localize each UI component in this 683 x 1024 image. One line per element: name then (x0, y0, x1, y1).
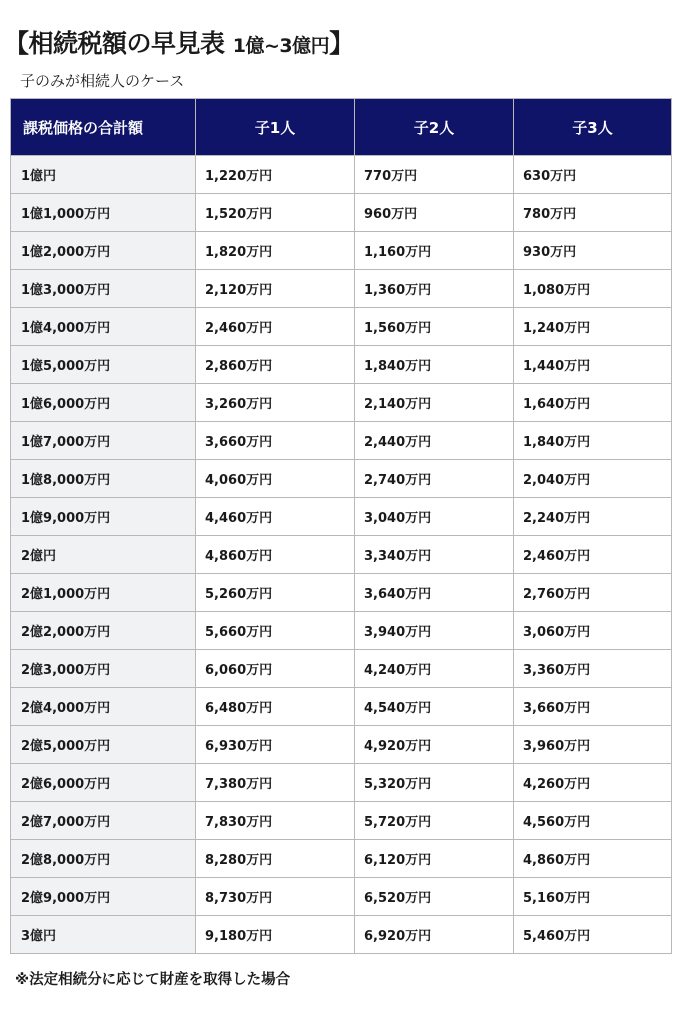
table-row (11, 422, 672, 460)
cell-two-children: 1,560万円 (355, 308, 514, 346)
column-header-one-child: 子1人 (196, 99, 355, 156)
cell-taxable-total: 2億9,000万円 (11, 878, 196, 916)
cell-three-children: 3,060万円 (514, 612, 672, 650)
cell-three-children: 5,160万円 (514, 878, 672, 916)
cell-three-children: 3,360万円 (514, 650, 672, 688)
cell-taxable-total: 3億円 (11, 916, 196, 954)
cell-two-children: 1,360万円 (355, 270, 514, 308)
cell-one-child: 8,280万円 (196, 840, 355, 878)
cell-two-children: 4,240万円 (355, 650, 514, 688)
cell-three-children: 1,840万円 (514, 422, 672, 460)
cell-three-children: 1,640万円 (514, 384, 672, 422)
cell-three-children: 1,080万円 (514, 270, 672, 308)
cell-taxable-total: 2億8,000万円 (11, 840, 196, 878)
cell-one-child: 6,060万円 (196, 650, 355, 688)
table-row (11, 536, 672, 574)
cell-one-child: 2,460万円 (196, 308, 355, 346)
cell-two-children: 960万円 (355, 194, 514, 232)
footnote: ※法定相続分に応じて財産を取得した場合 (15, 972, 291, 988)
title-close: 】 (329, 29, 354, 58)
cell-one-child: 1,220万円 (196, 156, 355, 194)
title-main: 【相続税額の早見表 (4, 29, 233, 58)
cell-three-children: 5,460万円 (514, 916, 672, 954)
cell-three-children: 1,240万円 (514, 308, 672, 346)
cell-one-child: 4,860万円 (196, 536, 355, 574)
cell-two-children: 1,840万円 (355, 346, 514, 384)
cell-three-children: 1,440万円 (514, 346, 672, 384)
cell-three-children: 630万円 (514, 156, 672, 194)
cell-three-children: 4,260万円 (514, 764, 672, 802)
cell-two-children: 770万円 (355, 156, 514, 194)
table-row (11, 194, 672, 232)
cell-three-children: 3,960万円 (514, 726, 672, 764)
table-row (11, 650, 672, 688)
case-subtitle: 子のみが相続人のケース (20, 72, 185, 90)
cell-taxable-total: 2億2,000万円 (11, 612, 196, 650)
table-row (11, 270, 672, 308)
title-range: 1億~3億円 (232, 35, 330, 57)
cell-taxable-total: 1億2,000万円 (11, 232, 196, 270)
cell-one-child: 6,480万円 (196, 688, 355, 726)
column-header-two-children: 子2人 (355, 99, 514, 156)
cell-taxable-total: 1億6,000万円 (11, 384, 196, 422)
cell-one-child: 7,830万円 (196, 802, 355, 840)
cell-one-child: 1,820万円 (196, 232, 355, 270)
cell-one-child: 5,660万円 (196, 612, 355, 650)
cell-two-children: 2,740万円 (355, 460, 514, 498)
cell-taxable-total: 2億5,000万円 (11, 726, 196, 764)
cell-two-children: 5,720万円 (355, 802, 514, 840)
cell-three-children: 4,860万円 (514, 840, 672, 878)
table-row (11, 612, 672, 650)
cell-two-children: 3,940万円 (355, 612, 514, 650)
cell-taxable-total: 1億8,000万円 (11, 460, 196, 498)
cell-taxable-total: 1億4,000万円 (11, 308, 196, 346)
cell-two-children: 4,920万円 (355, 726, 514, 764)
cell-two-children: 3,340万円 (355, 536, 514, 574)
cell-three-children: 930万円 (514, 232, 672, 270)
cell-taxable-total: 2億7,000万円 (11, 802, 196, 840)
table-row (11, 308, 672, 346)
cell-taxable-total: 1億3,000万円 (11, 270, 196, 308)
column-header-taxable-total: 課税価格の合計額 (11, 99, 196, 156)
cell-one-child: 9,180万円 (196, 916, 355, 954)
cell-taxable-total: 1億1,000万円 (11, 194, 196, 232)
table-row (11, 574, 672, 612)
table-header-row (11, 99, 672, 156)
cell-one-child: 2,860万円 (196, 346, 355, 384)
cell-two-children: 6,520万円 (355, 878, 514, 916)
cell-one-child: 3,660万円 (196, 422, 355, 460)
cell-one-child: 4,460万円 (196, 498, 355, 536)
table-row (11, 916, 672, 954)
cell-taxable-total: 1億7,000万円 (11, 422, 196, 460)
cell-one-child: 1,520万円 (196, 194, 355, 232)
table-row (11, 726, 672, 764)
cell-two-children: 5,320万円 (355, 764, 514, 802)
cell-two-children: 3,040万円 (355, 498, 514, 536)
table-row (11, 384, 672, 422)
column-header-three-children: 子3人 (514, 99, 672, 156)
cell-three-children: 3,660万円 (514, 688, 672, 726)
cell-one-child: 6,930万円 (196, 726, 355, 764)
table-row (11, 688, 672, 726)
cell-two-children: 6,120万円 (355, 840, 514, 878)
cell-taxable-total: 1億円 (11, 156, 196, 194)
cell-three-children: 780万円 (514, 194, 672, 232)
cell-two-children: 2,440万円 (355, 422, 514, 460)
cell-taxable-total: 2億6,000万円 (11, 764, 196, 802)
table-row (11, 346, 672, 384)
cell-taxable-total: 1億9,000万円 (11, 498, 196, 536)
cell-three-children: 4,560万円 (514, 802, 672, 840)
cell-one-child: 3,260万円 (196, 384, 355, 422)
cell-taxable-total: 2億3,000万円 (11, 650, 196, 688)
table-row (11, 498, 672, 536)
table-row (11, 840, 672, 878)
cell-one-child: 5,260万円 (196, 574, 355, 612)
cell-two-children: 4,540万円 (355, 688, 514, 726)
table-row (11, 232, 672, 270)
cell-three-children: 2,460万円 (514, 536, 672, 574)
table-body (11, 156, 672, 954)
table-row (11, 878, 672, 916)
table-row (11, 460, 672, 498)
cell-taxable-total: 2億4,000万円 (11, 688, 196, 726)
cell-three-children: 2,040万円 (514, 460, 672, 498)
table-row (11, 764, 672, 802)
inheritance-tax-table (10, 98, 672, 954)
page-title (4, 24, 354, 60)
cell-three-children: 2,240万円 (514, 498, 672, 536)
cell-taxable-total: 2億1,000万円 (11, 574, 196, 612)
cell-two-children: 6,920万円 (355, 916, 514, 954)
cell-taxable-total: 2億円 (11, 536, 196, 574)
table-row (11, 156, 672, 194)
cell-two-children: 1,160万円 (355, 232, 514, 270)
cell-one-child: 7,380万円 (196, 764, 355, 802)
cell-one-child: 8,730万円 (196, 878, 355, 916)
cell-two-children: 2,140万円 (355, 384, 514, 422)
cell-one-child: 2,120万円 (196, 270, 355, 308)
table-row (11, 802, 672, 840)
cell-two-children: 3,640万円 (355, 574, 514, 612)
cell-taxable-total: 1億5,000万円 (11, 346, 196, 384)
cell-three-children: 2,760万円 (514, 574, 672, 612)
cell-one-child: 4,060万円 (196, 460, 355, 498)
